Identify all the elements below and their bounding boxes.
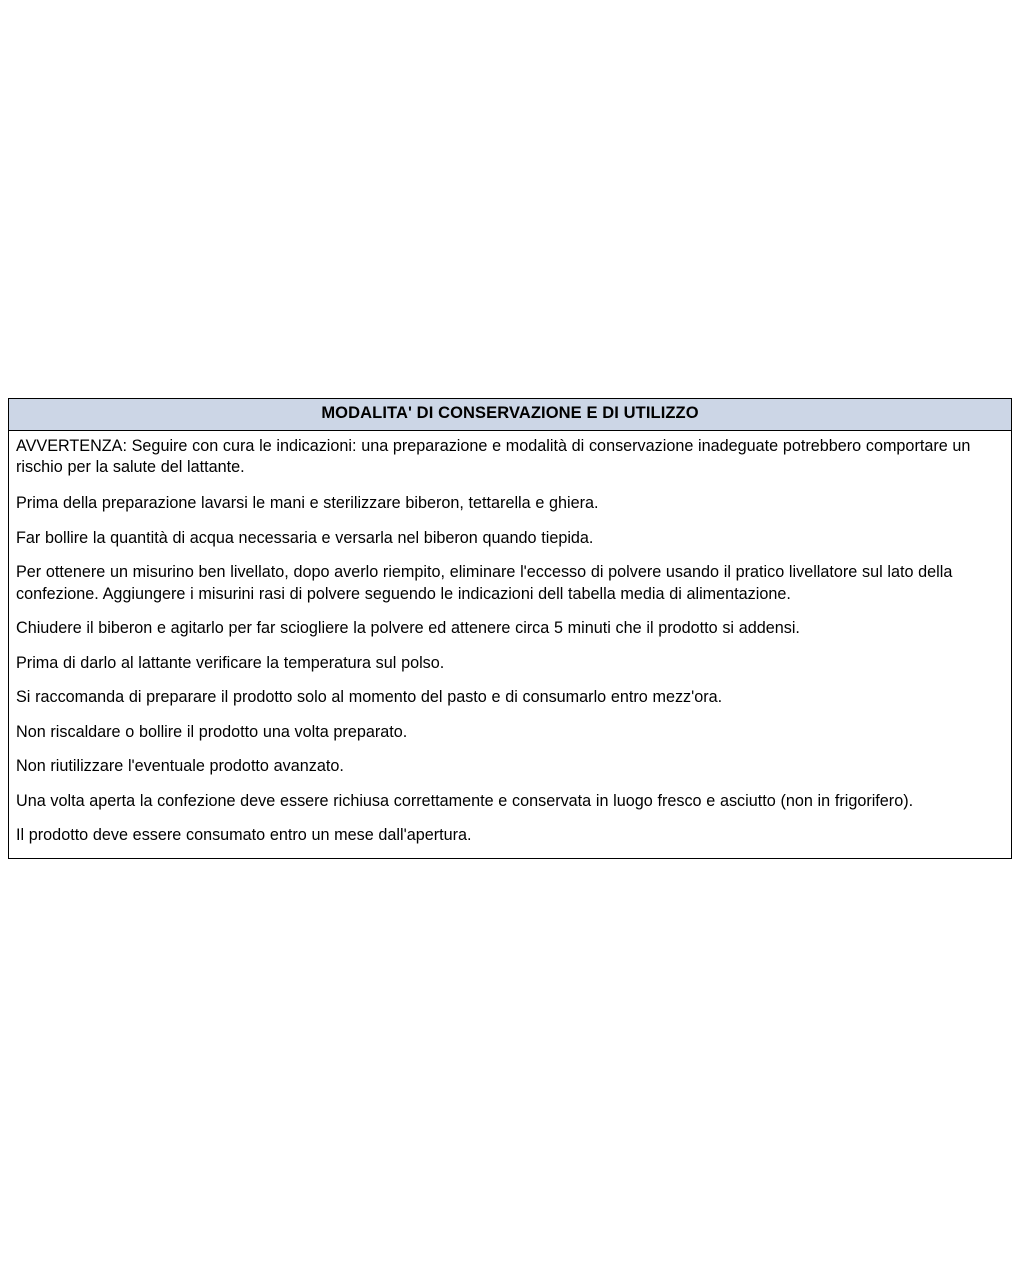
instruction-paragraph: Una volta aperta la confezione deve essere richiusa correttamente e conservata in luogo fresco e asciutto (non in frigorifero). [16, 791, 914, 810]
instruction-paragraph: Per ottenere un misurino ben livellato, dopo averlo riempito, eliminare l'eccesso di polvere usando il pratico livellatore sul lato della confezione. Aggiungere i misurini rasi di polvere seguendo le indicazioni dell tabella media di alimentazione. [16, 563, 953, 603]
instruction-paragraph: Chiudere il biberon e agitarlo per far sciogliere la polvere ed attenere circa 5 minuti che il prodotto si addensi. [16, 619, 800, 638]
panel-body [9, 431, 1011, 858]
instruction-paragraph: Il prodotto deve essere consumato entro un mese dall'apertura. [16, 826, 472, 845]
instruction-paragraph: Non riscaldare o bollire il prodotto una volta preparato. [16, 722, 408, 741]
storage-and-use-instructions-panel [8, 398, 1012, 859]
instruction-paragraph: AVVERTENZA: Seguire con cura le indicazioni: una preparazione e modalità di conservazione inadeguate potrebbero comportare un rischio per la salute del lattante. [16, 436, 971, 477]
instruction-paragraph: Non riutilizzare l'eventuale prodotto avanzato. [16, 757, 344, 776]
instruction-paragraph: Far bollire la quantità di acqua necessaria e versarla nel biberon quando tiepida. [16, 528, 594, 547]
instruction-paragraph: Si raccomanda di preparare il prodotto solo al momento del pasto e di consumarlo entro mezz'ora. [16, 688, 723, 707]
instruction-paragraph: Prima della preparazione lavarsi le mani e sterilizzare biberon, tettarella e ghiera. [16, 494, 599, 513]
panel-title: MODALITA' DI CONSERVAZIONE E DI UTILIZZO [9, 399, 1011, 431]
instruction-paragraph: Prima di darlo al lattante verificare la temperatura sul polso. [16, 653, 445, 672]
